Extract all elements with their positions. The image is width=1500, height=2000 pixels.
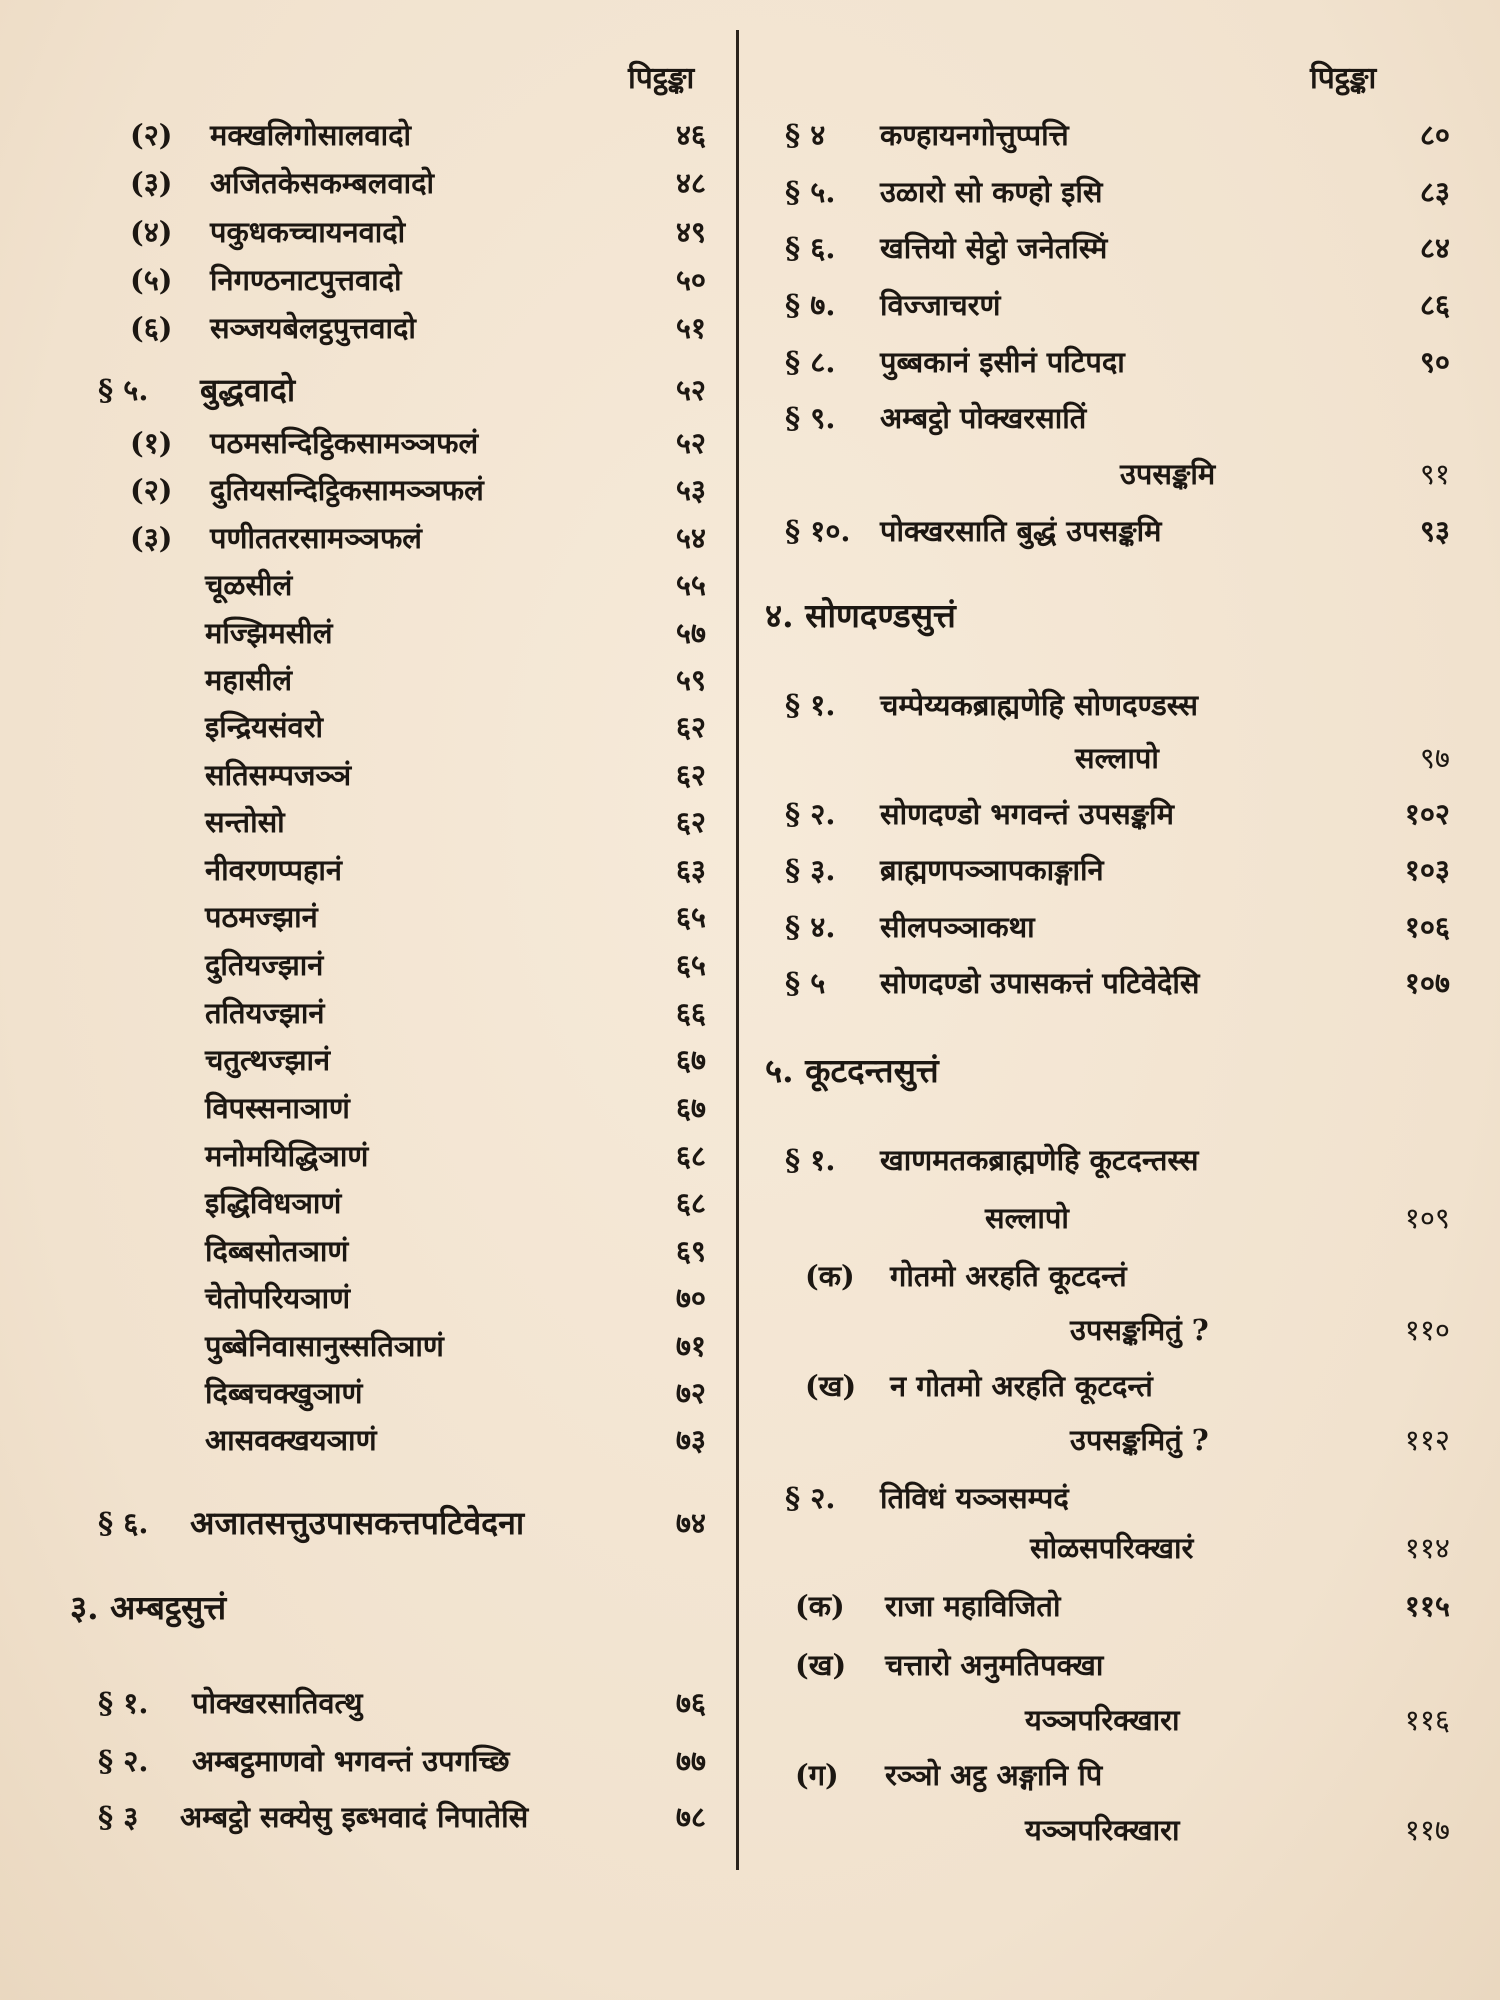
entry-title: सोणदण्डो उपासकत्तं पटिवेदेसि — [880, 966, 1200, 1000]
page-number: ७७ — [675, 1744, 706, 1778]
page-number: १०७ — [1404, 966, 1450, 1000]
entry-title: चूळसीलं — [205, 568, 293, 602]
entry-title: पोक्खरसाति बुद्धं उपसङ्कमि — [880, 514, 1162, 548]
entry-title-continuation: सोळसपरिक्खारं — [1030, 1531, 1194, 1565]
entry-marker: § ५ — [785, 966, 826, 1000]
entry-marker: (६) — [130, 311, 173, 345]
right-page-label: पिट्ठङ्का — [1310, 61, 1377, 96]
entry-title: अम्बट्ठो पोक्खरसातिं — [880, 401, 1087, 435]
page-number: १०३ — [1404, 853, 1450, 887]
entry-title: सन्तोसो — [205, 805, 285, 839]
entry-marker: (ग) — [795, 1758, 839, 1792]
entry-title: सीलपञ्ञाकथा — [880, 910, 1035, 944]
entry-marker: (५) — [130, 263, 173, 297]
entry-title: इन्द्रियसंवरो — [205, 710, 324, 744]
page-number: ६५ — [675, 948, 706, 982]
entry-title: सञ्जयबेलट्ठपुत्तवादो — [210, 311, 416, 345]
entry-title: मज्झिमसीलं — [205, 616, 333, 650]
page-number: ६२ — [675, 758, 706, 792]
page-number: ११५ — [1404, 1589, 1450, 1623]
entry-title: अजातसत्तुउपासकत्तपटिवेदना — [190, 1504, 525, 1542]
page-number: ९१ — [1419, 457, 1450, 491]
page-number: ५५ — [675, 568, 706, 602]
entry-title: पठमसन्दिट्ठिकसामञ्ञफलं — [210, 426, 479, 460]
entry-marker: § ६. — [785, 231, 836, 265]
entry-title: गोतमो अरहति कूटदन्तं — [890, 1259, 1127, 1293]
page-number: ११६ — [1404, 1703, 1450, 1737]
entry-marker: § १. — [785, 688, 836, 722]
page-number: ७४ — [675, 1506, 706, 1540]
entry-title: पकुधकच्चायनवादो — [210, 215, 406, 249]
page-number: ६७ — [675, 1091, 706, 1125]
entry-marker: § ४ — [785, 118, 826, 152]
page-number: ७० — [675, 1281, 706, 1315]
page-number: ११२ — [1404, 1423, 1450, 1457]
entry-marker: (४) — [130, 215, 173, 249]
page-number: ५२ — [675, 373, 706, 407]
page-number: ७८ — [675, 1800, 706, 1834]
page-number: ८० — [1419, 118, 1450, 152]
entry-marker: § ३ — [98, 1800, 139, 1834]
entry-title-continuation: उपसङ्कमि — [1120, 457, 1216, 491]
entry-marker: § ५. — [785, 175, 836, 209]
entry-title-continuation: यञ्ञपरिक्खारा — [1025, 1703, 1180, 1737]
entry-title: विज्जाचरणं — [880, 288, 1001, 322]
entry-marker: § ७. — [785, 288, 836, 322]
page-number: १०२ — [1404, 797, 1450, 831]
entry-marker: (क) — [795, 1589, 845, 1623]
entry-title-continuation: सल्लापो — [1075, 741, 1159, 775]
entry-marker: (ख) — [805, 1369, 857, 1403]
entry-title: दुतियज्झानं — [205, 948, 324, 982]
entry-marker: § ४. — [785, 910, 836, 944]
entry-title: चेतोपरियञाणं — [205, 1281, 351, 1315]
section-heading: ४. सोणदण्डसुत्तं — [765, 596, 956, 635]
entry-title: तिविधं यञ्ञसम्पदं — [880, 1481, 1069, 1515]
page-number: ६८ — [675, 1139, 706, 1173]
page-number: ८६ — [1419, 288, 1450, 322]
entry-title: मनोमयिद्धिञाणं — [205, 1139, 369, 1173]
column-divider — [736, 30, 739, 1870]
entry-title: नीवरणप्पहानं — [205, 853, 342, 887]
entry-title: ततियज्झानं — [205, 996, 325, 1030]
entry-title: खत्तियो सेट्ठो जनेतस्मिं — [880, 231, 1108, 265]
page-number: ११० — [1404, 1313, 1450, 1347]
entry-title: राजा महाविजितो — [885, 1589, 1061, 1623]
entry-title: दिब्बचक्खुञाणं — [205, 1376, 363, 1410]
entry-marker: (१) — [130, 426, 173, 460]
page-number: ४८ — [675, 166, 706, 200]
entry-marker: (२) — [130, 118, 173, 152]
entry-marker: § २. — [785, 797, 836, 831]
entry-marker: (ख) — [795, 1648, 847, 1682]
page-number: १०९ — [1404, 1201, 1450, 1235]
entry-title: आसवक्खयञाणं — [205, 1423, 377, 1457]
entry-title-continuation: सल्लापो — [985, 1201, 1069, 1235]
entry-title: चत्तारो अनुमतिपक्खा — [885, 1648, 1104, 1682]
page-number: ८३ — [1419, 175, 1450, 209]
page-number: ५४ — [675, 521, 706, 555]
page-number: ५० — [675, 263, 706, 297]
entry-title: पठमज्झानं — [205, 900, 318, 934]
entry-title: दिब्बसोतञाणं — [205, 1234, 349, 1268]
entry-title: पणीततरसामञ्ञफलं — [210, 521, 422, 555]
page-number: ६८ — [675, 1186, 706, 1220]
page-number: ५२ — [675, 426, 706, 460]
entry-title: ब्राह्मणपञ्ञापकाङ्गानि — [880, 853, 1104, 887]
page-number: ११४ — [1404, 1531, 1450, 1565]
page-number: ११७ — [1404, 1813, 1450, 1847]
entry-title: दुतियसन्दिट्ठिकसामञ्ञफलं — [210, 473, 484, 507]
page-number: ६३ — [675, 853, 706, 887]
entry-title: न गोतमो अरहति कूटदन्तं — [890, 1369, 1153, 1403]
page-number: ५७ — [675, 616, 706, 650]
entry-title: पुब्बकानं इसीनं पटिपदा — [880, 345, 1125, 379]
entry-marker: § २. — [98, 1744, 149, 1778]
page-number: ९० — [1419, 345, 1450, 379]
entry-title: रञ्ञो अट्ठ अङ्गानि पि — [885, 1758, 1103, 1792]
entry-title: चम्पेय्यकब्राह्मणेहि सोणदण्डस्स — [880, 688, 1198, 722]
section-heading: ५. कूटदन्तसुत्तं — [765, 1051, 939, 1090]
entry-title: अम्बट्ठमाणवो भगवन्तं उपगच्छि — [192, 1744, 510, 1778]
entry-marker: (३) — [130, 166, 173, 200]
entry-title: मक्खलिगोसालवादो — [210, 118, 412, 152]
entry-marker: § ३. — [785, 853, 836, 887]
entry-marker: § २. — [785, 1481, 836, 1515]
page-number: १०६ — [1404, 910, 1450, 944]
entry-marker: § १. — [785, 1143, 836, 1177]
page-number: ५१ — [675, 311, 706, 345]
entry-marker: (क) — [805, 1259, 855, 1293]
entry-title: खाणमतकब्राह्मणेहि कूटदन्तस्स — [880, 1143, 1199, 1177]
entry-title: अजितकेसकम्बलवादो — [210, 166, 435, 200]
entry-title: सतिसम्पजञ्ञं — [205, 758, 352, 792]
entry-marker: § ५. — [98, 373, 149, 407]
entry-title: पोक्खरसातिवत्थु — [192, 1686, 363, 1720]
entry-marker: § ९. — [785, 401, 836, 435]
entry-marker: (२) — [130, 473, 173, 507]
page-number: ८४ — [1419, 231, 1450, 265]
entry-title: उळारो सो कण्हो इसि — [880, 175, 1103, 209]
page-number: ६२ — [675, 710, 706, 744]
page-number: ७१ — [675, 1329, 706, 1363]
entry-title: पुब्बेनिवासानुस्सतिञाणं — [205, 1329, 444, 1363]
entry-title: अम्बट्ठो सक्येसु इब्भवादं निपातेसि — [180, 1800, 529, 1834]
page-number: ७३ — [675, 1423, 706, 1457]
page-number: ४९ — [675, 215, 706, 249]
entry-title: बुद्धवादो — [200, 371, 296, 409]
page-number: ६५ — [675, 900, 706, 934]
left-page-label: पिट्ठङ्का — [628, 61, 695, 96]
entry-marker: § ६. — [98, 1506, 149, 1540]
entry-title-continuation: उपसङ्कमितुं ? — [1070, 1423, 1209, 1457]
entry-title: निगण्ठनाटपुत्तवादो — [210, 263, 402, 297]
page-number: ५३ — [675, 473, 706, 507]
entry-title: इद्धिविधञाणं — [205, 1186, 342, 1220]
entry-title-continuation: यञ्ञपरिक्खारा — [1025, 1813, 1180, 1847]
section-heading: ३. अम्बट्ठसुत्तं — [70, 1588, 227, 1627]
page-number: ९७ — [1419, 741, 1450, 775]
page-number: ६९ — [675, 1234, 706, 1268]
entry-marker: § १. — [98, 1686, 149, 1720]
page-number: ९३ — [1419, 514, 1450, 548]
entry-title-continuation: उपसङ्कमितुं ? — [1070, 1313, 1209, 1347]
page-number: ५९ — [675, 663, 706, 697]
page-number: ६७ — [675, 1043, 706, 1077]
page-number: ६६ — [675, 996, 706, 1030]
entry-title: सोणदण्डो भगवन्तं उपसङ्कमि — [880, 797, 1174, 831]
entry-title: महासीलं — [205, 663, 293, 697]
entry-title: चतुत्थज्झानं — [205, 1043, 331, 1077]
entry-marker: § १०. — [785, 514, 851, 548]
entry-marker: (३) — [130, 521, 173, 555]
page-number: ७६ — [675, 1686, 706, 1720]
page-number: ६२ — [675, 805, 706, 839]
entry-title: विपस्सनाञाणं — [205, 1091, 350, 1125]
page-number: ४६ — [675, 118, 706, 152]
page-number: ७२ — [675, 1376, 706, 1410]
entry-marker: § ८. — [785, 345, 836, 379]
entry-title: कण्हायनगोत्तुप्पत्ति — [880, 118, 1069, 152]
